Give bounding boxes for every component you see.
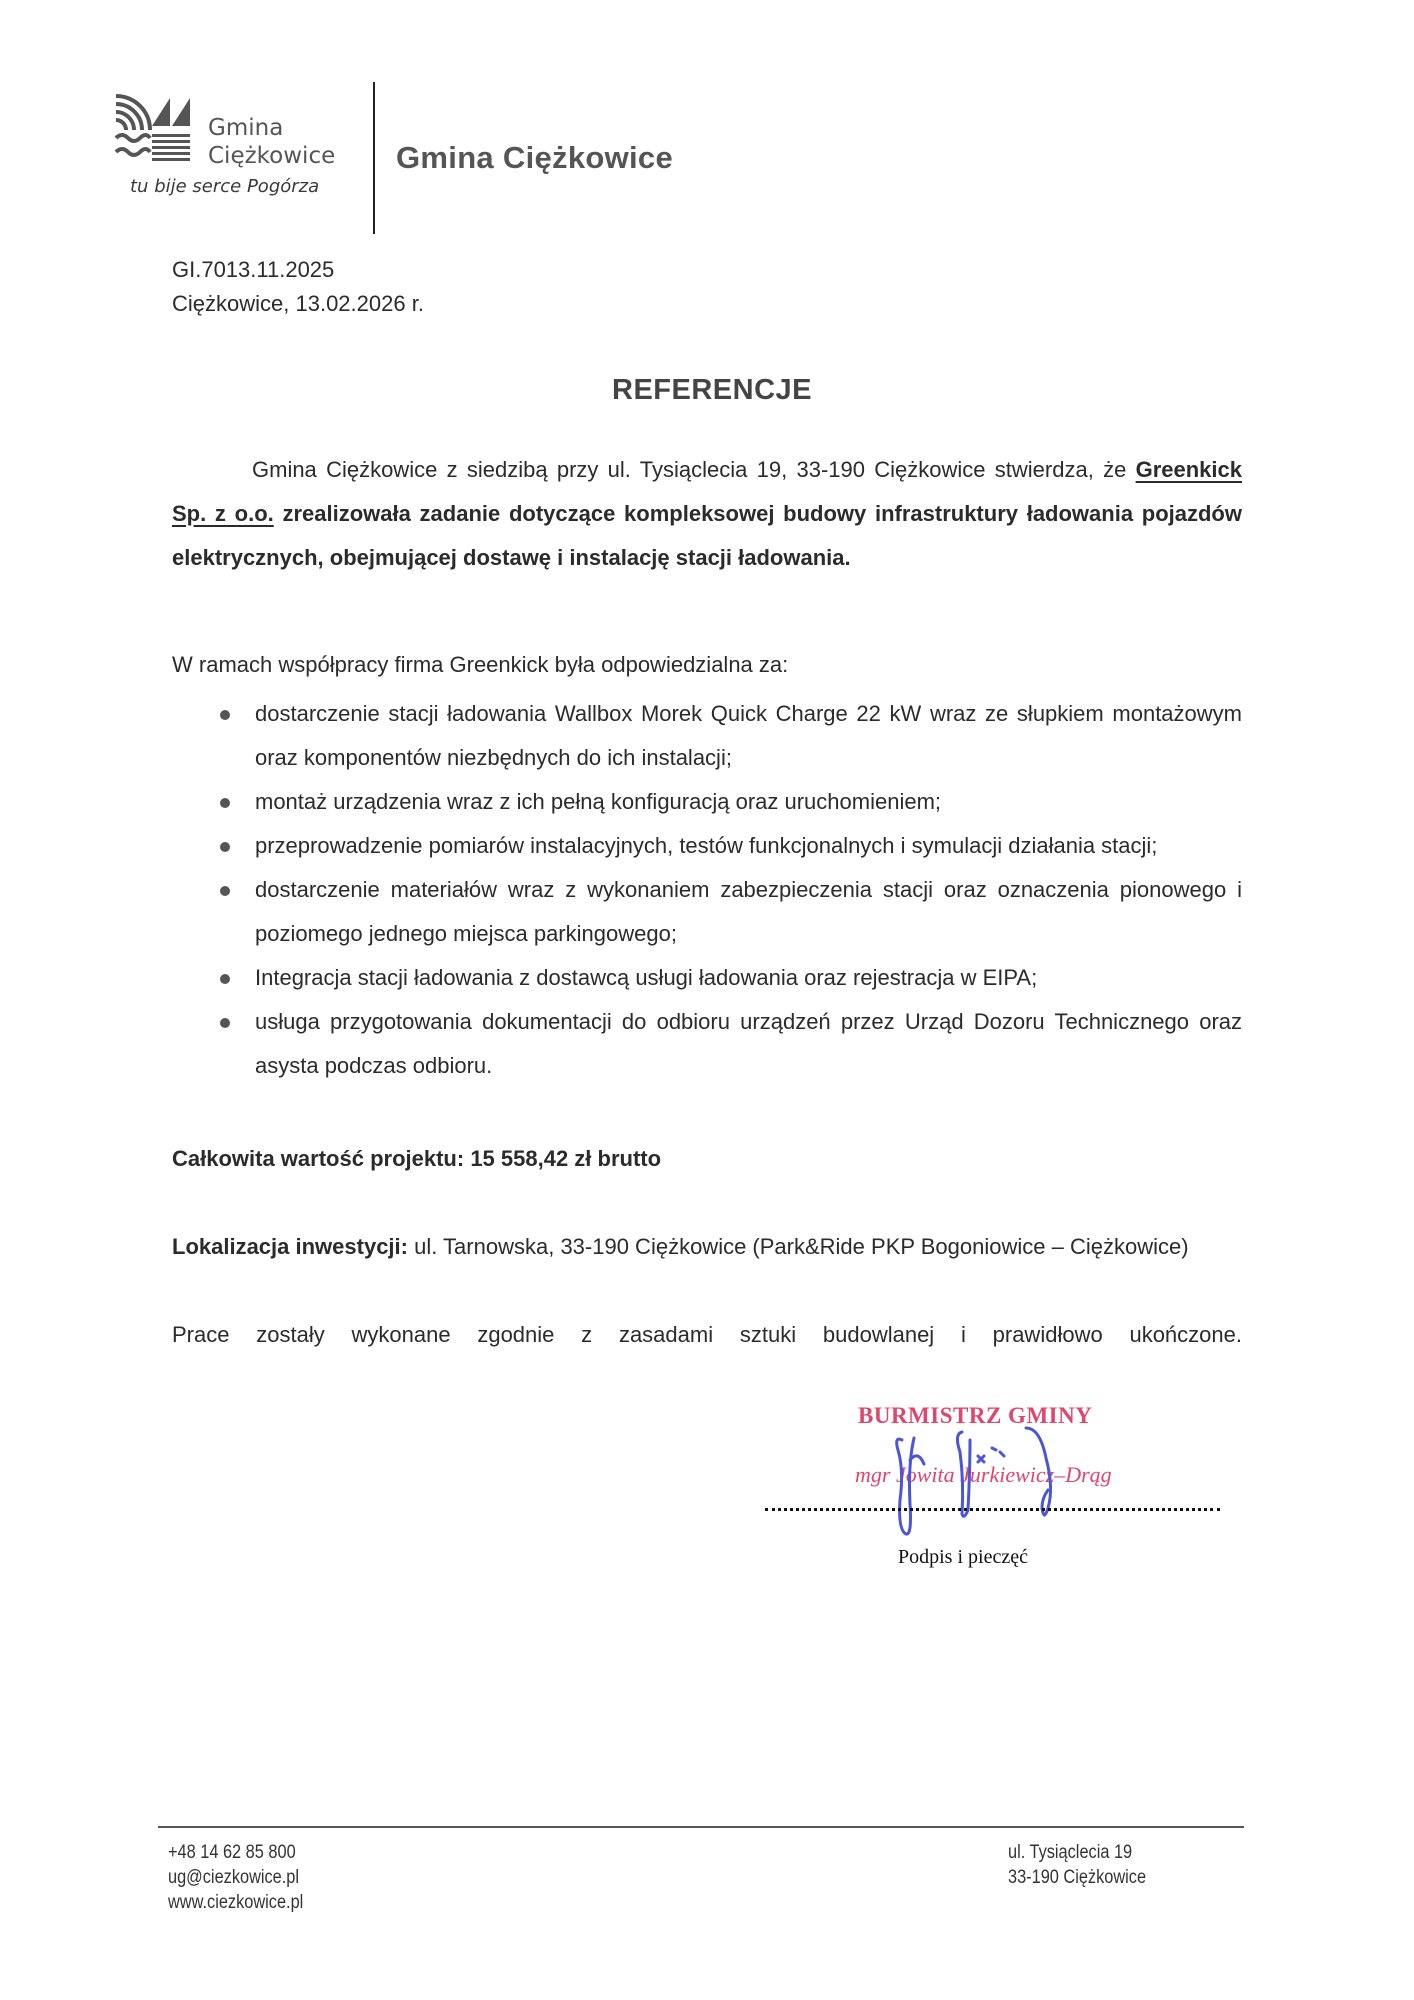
bullet-icon [220,1018,230,1028]
reference-number: GI.7013.11.2025 [172,257,335,282]
bullet-icon [220,974,230,984]
gmina-emblem-icon [112,88,192,162]
logo-wordmark [208,114,335,170]
location-label: Lokalizacja inwestycji: [172,1234,408,1259]
scope-item-text: usługa przygotowania dokumentacji do odbioru urządzeń przez Urząd Dozoru Technicznego oraz asysta podczas odbioru. [255,1009,1242,1078]
scope-item [172,868,1242,956]
scope-item-text: przeprowadzenie pomiarów instalacyjnych, testów funkcjonalnych i symulacji działania stacji; [255,833,1158,858]
intro-text-part2: zrealizowała zadanie dotyczące kompleksowej budowy infrastruktury ładowania pojazdów elektrycznych, obejmującej dostawę i instalację stacji ładowania. [172,501,1242,570]
bullet-icon [220,886,230,896]
closing-statement: Prace zostały wykonane zgodnie z zasadami sztuki budowlanej i prawidłowo ukończone. [172,1322,1242,1347]
company-name: Greenkick Sp. z o.o. [172,457,1242,526]
footer-phone: +48 14 62 85 800 [168,1842,296,1863]
footer-contact [168,1840,303,1915]
footer-website: www.ciezkowice.pl [168,1892,304,1913]
logo-tagline: tu bije serce Pogórza [130,176,320,197]
project-total [172,1146,661,1172]
footer-city: 33-190 Ciężkowice [1008,1867,1147,1888]
handwritten-signature-icon [880,1420,1110,1540]
footer-street: ul. Tysiąclecia 19 [1008,1842,1133,1863]
logo-name-line1: Gmina [208,115,284,141]
document-title: REFERENCJE [612,374,812,406]
signature-caption: Podpis i pieczęć [898,1546,1028,1568]
scope-item [172,824,1242,868]
signature-line [765,1508,1220,1511]
footer-email: ug@ciezkowice.pl [168,1867,300,1888]
project-location [172,1234,1189,1260]
total-label: Całkowita wartość projektu: [172,1146,465,1171]
intro-text-part1: Gmina Ciężkowice z siedzibą przy ul. Tysiąclecia 19, 33-190 Ciężkowice stwierdza, że [252,457,1136,482]
scope-item [172,956,1242,1000]
logo-name-line2: Ciężkowice [208,143,336,169]
bullet-icon [220,798,230,808]
footer-address [1008,1840,1146,1890]
scope-item-text: dostarczenie stacji ładowania Wallbox Morek Quick Charge 22 kW wraz ze słupkiem montażowym oraz komponentów niezbędnych do ich instalacji; [255,701,1242,770]
scope-item [172,692,1242,780]
stamp-name: mgr Jowita Jurkiewicz–Drąg [855,1462,1112,1487]
scope-list [172,692,1242,1088]
bullet-icon [220,710,230,720]
total-value: 15 558,42 zł brutto [470,1146,662,1171]
place-date: Ciężkowice, 13.02.2026 r. [172,291,424,316]
bullet-icon [220,842,230,852]
stamp-title: BURMISTRZ GMINY [858,1403,1093,1428]
scope-item [172,780,1242,824]
scope-item-text: montaż urządzenia wraz z ich pełną konfiguracją oraz uruchomieniem; [255,789,942,814]
scope-item-text: dostarczenie materiałów wraz z wykonaniem zabezpieczenia stacji oraz oznaczenia pionowego i poziomego jednego miejsca parkingowego; [255,877,1242,946]
header-title: Gmina Ciężkowice [396,140,674,175]
header-divider [373,82,375,234]
scope-item [172,1000,1242,1088]
location-value: ul. Tarnowska, 33-190 Ciężkowice (Park&Ride PKP Bogoniowice – Ciężkowice) [414,1234,1189,1259]
scope-item-text: Integracja stacji ładowania z dostawcą usługi ładowania oraz rejestracja w EIPA; [255,965,1038,990]
intro-paragraph [172,448,1242,580]
footer-divider [158,1826,1244,1828]
scope-lead: W ramach współpracy firma Greenkick była odpowiedzialna za: [172,652,789,677]
